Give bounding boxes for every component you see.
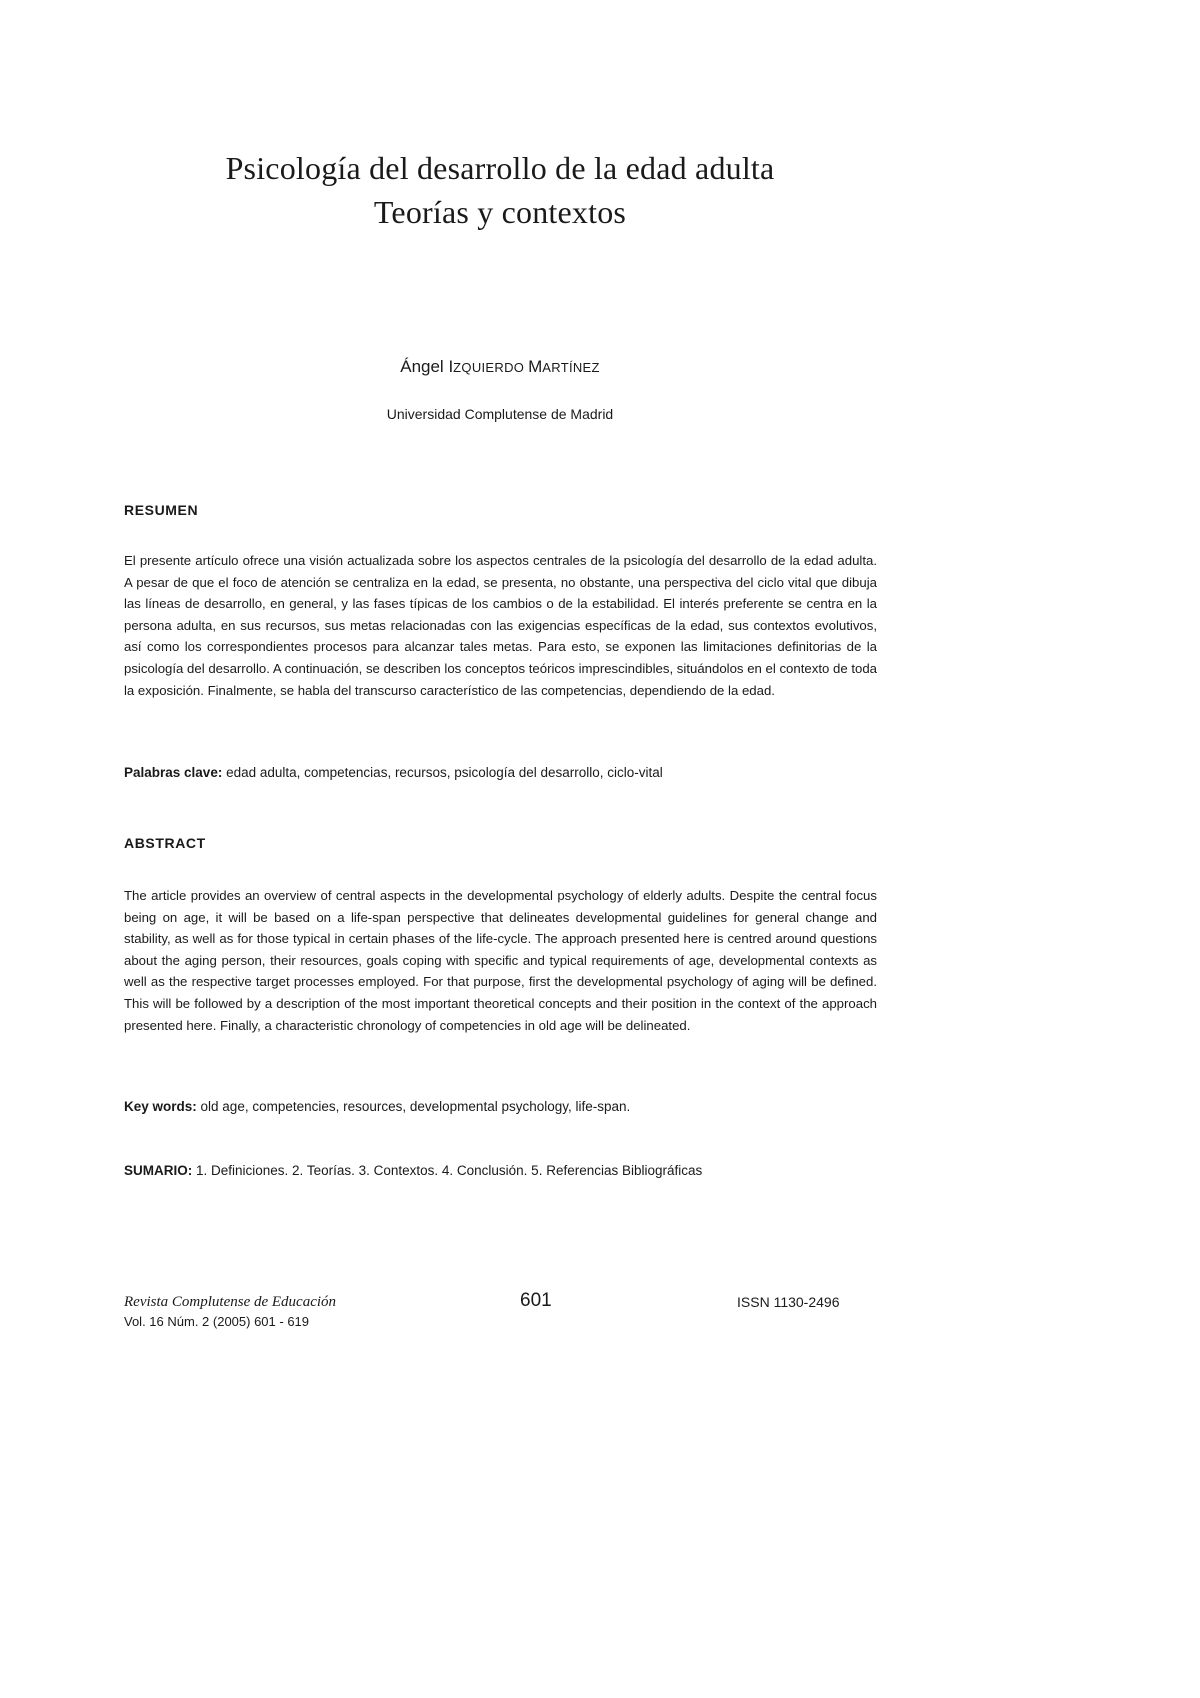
author-surname-2-rest: ARTÍNEZ [542, 360, 600, 375]
resumen-keywords-label: Palabras clave: [124, 765, 223, 780]
resumen-heading: RESUMEN [124, 502, 199, 518]
author-surname-1-initial: I [448, 357, 454, 376]
footer-journal-name: Revista Complutense de Educación [124, 1294, 337, 1310]
author-given-name: Ángel [400, 357, 449, 376]
resumen-keywords [124, 765, 884, 780]
page-number: 601 [520, 1290, 552, 1311]
abstract-keywords-list: old age, competencies, resources, developmental psychology, life-span. [196, 1099, 631, 1114]
abstract-text: The article provides an overview of central aspects in the developmental psychology of elderly adults. Despite the central focus being on age, it will be based on a life-span perspective that delineates developmental guidelines for general change and stability, as well as for those typical in certain phases of the life-cycle. The approach presented here is centred around questions about the aging person, their resources, goals coping with specific and typical requirements of age, developmental contexts as well as the respective target processes employed. For that purpose, first the developmental psychology of aging will be defined. This will be followed by a description of the most important theoretical concepts and their position in the context of the approach presented here. Finally, a characteristic chronology of competencies in old age will be delineated. [124, 888, 877, 1033]
abstract-keywords [124, 1099, 884, 1114]
footer-issn: ISSN 1130-2496 [737, 1294, 840, 1310]
sumario-label: SUMARIO: [124, 1163, 193, 1178]
abstract-keywords-label: Key words: [124, 1099, 197, 1114]
author-affiliation: Universidad Complutense de Madrid [386, 406, 614, 422]
sumario-list: 1. Definiciones. 2. Teorías. 3. Contextos. 4. Conclusión. 5. Referencias Bibliográficas [192, 1163, 703, 1178]
article-title-line-2: Teorías y contextos [373, 194, 627, 230]
article-title-line-1: Psicología del desarrollo de la edad adulta [225, 150, 775, 186]
author-surname-1-rest: ZQUIERDO [453, 360, 529, 375]
sumario [124, 1163, 884, 1178]
resumen-text: El presente artículo ofrece una visión actualizada sobre los aspectos centrales de la psicología del desarrollo de la edad adulta. A pesar de que el foco de atención se centraliza en la edad, se presenta, no obstante, una perspectiva del ciclo vital que dibuja las líneas de desarrollo, en general, y las fases típicas de los cambios o de la estabilidad. El interés preferente se centra en la persona adulta, en sus recursos, sus metas relacionadas con las exigencias específicas de la edad, sus contextos evolutivos, así como los correspondientes procesos para alcanzar tales metas. Para esto, se exponen las limitaciones definitorias de la psicología del desarrollo. A continuación, se describen los conceptos teóricos imprescindibles, situándolos en el contexto de toda la exposición. Finalmente, se habla del transcurso característico de las competencias, dependiendo de la edad. [124, 553, 877, 698]
author-name [0, 357, 1000, 377]
abstract-heading: ABSTRACT [124, 835, 206, 851]
author-surname-2-initial: M [528, 357, 543, 376]
footer-citation [124, 1292, 336, 1332]
footer-volume: Vol. 16 Núm. 2 (2005) 601 - 619 [124, 1314, 310, 1329]
resumen-keywords-list: edad adulta, competencias, recursos, psicología del desarrollo, ciclo-vital [222, 765, 663, 780]
